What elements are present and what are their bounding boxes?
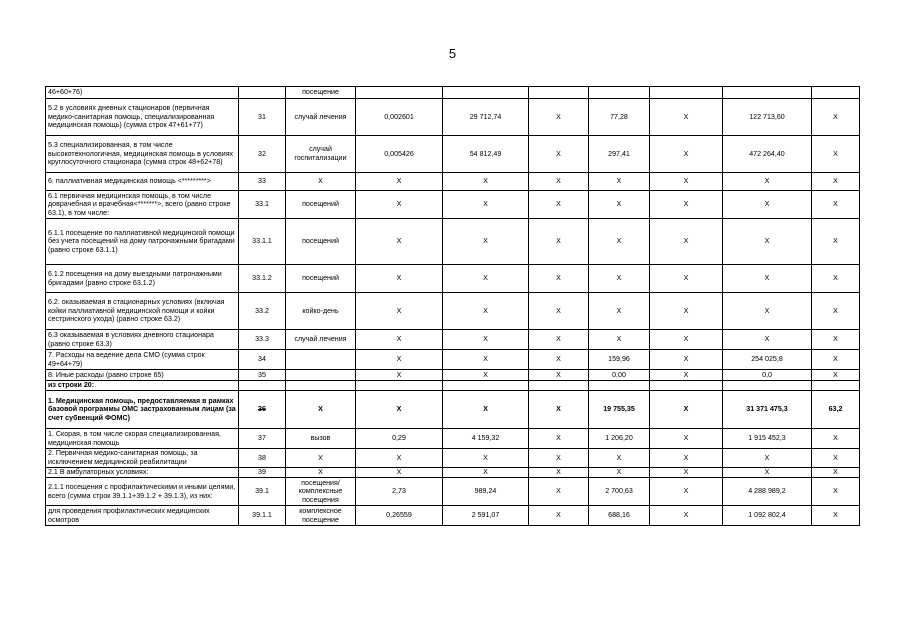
cell-name: 46+60+76) bbox=[46, 87, 239, 99]
cell-cost: 54 812,49 bbox=[443, 136, 529, 173]
cell-v1: X bbox=[589, 265, 650, 293]
cell-name: 1. Медицинская помощь, предоставляемая в рамках базовой программы ОМС застрахованным лицам (за счет субвенций ФОМС) bbox=[46, 391, 239, 429]
cell-norm: 2,73 bbox=[356, 478, 443, 506]
cell-name: 2.1.1 посещения с профилактическими и иными целями, всего (сумма строк 39.1.1+39.1.2 + 39.1.3), из них: bbox=[46, 478, 239, 506]
table-row bbox=[46, 468, 860, 478]
cell-v1: X bbox=[589, 219, 650, 265]
cell-name: из строки 20: bbox=[46, 381, 239, 391]
cell-v2: 254 025,8 bbox=[723, 350, 812, 370]
cell-x2 bbox=[650, 87, 723, 99]
cell-cost bbox=[443, 381, 529, 391]
table-row bbox=[46, 173, 860, 191]
cell-x1: X bbox=[529, 468, 589, 478]
cell-unit: случай лечения bbox=[286, 99, 356, 136]
cell-v2: 31 371 475,3 bbox=[723, 391, 812, 429]
cell-v1: 688,16 bbox=[589, 506, 650, 526]
cell-cost: X bbox=[443, 370, 529, 381]
cell-line bbox=[239, 381, 286, 391]
cell-v1: X bbox=[589, 330, 650, 350]
cell-x2: X bbox=[650, 429, 723, 449]
cell-cost: 29 712,74 bbox=[443, 99, 529, 136]
cell-v2: X bbox=[723, 265, 812, 293]
cell-cost: X bbox=[443, 350, 529, 370]
cell-unit: X bbox=[286, 391, 356, 429]
cell-norm: X bbox=[356, 449, 443, 468]
cell-x2: X bbox=[650, 478, 723, 506]
cell-name: 6.1 первичная медицинская помощь, в том числе доврачебная и врачебная<*******>, всего (равно строке 63.1), в том числе: bbox=[46, 191, 239, 219]
cell-cost: X bbox=[443, 173, 529, 191]
cell-unit bbox=[286, 381, 356, 391]
cell-v2: X bbox=[723, 293, 812, 330]
cell-line: 35 bbox=[239, 370, 286, 381]
cell-name: 6.1.2 посещения на дому выездными патронажными бригадами (равно строке 63.1.2) bbox=[46, 265, 239, 293]
cell-pct: X bbox=[812, 429, 860, 449]
cell-v1: 19 755,35 bbox=[589, 391, 650, 429]
cell-line: 38 bbox=[239, 449, 286, 468]
cell-unit: посещение bbox=[286, 87, 356, 99]
cell-unit: посещения/ комплексные посещения bbox=[286, 478, 356, 506]
page-number: 5 bbox=[448, 46, 457, 61]
cell-norm bbox=[356, 381, 443, 391]
table-row bbox=[46, 381, 860, 391]
cell-pct: X bbox=[812, 265, 860, 293]
cell-norm: 0,26559 bbox=[356, 506, 443, 526]
cell-line: 37 bbox=[239, 429, 286, 449]
cell-unit: случай лечения bbox=[286, 330, 356, 350]
cell-line: 33.1 bbox=[239, 191, 286, 219]
cell-line: 32 bbox=[239, 136, 286, 173]
cell-cost: X bbox=[443, 330, 529, 350]
cell-cost: X bbox=[443, 219, 529, 265]
cell-norm: X bbox=[356, 173, 443, 191]
cell-x2: X bbox=[650, 330, 723, 350]
cell-x2: X bbox=[650, 506, 723, 526]
table-row bbox=[46, 370, 860, 381]
cell-name: 6.3 оказываемая в условиях дневного стационара (равно строке 63.3) bbox=[46, 330, 239, 350]
cell-v2: 0,0 bbox=[723, 370, 812, 381]
cell-x2: X bbox=[650, 468, 723, 478]
cell-unit: X bbox=[286, 173, 356, 191]
cell-v1: 1 206,20 bbox=[589, 429, 650, 449]
cell-cost: 2 591,07 bbox=[443, 506, 529, 526]
cell-pct: X bbox=[812, 449, 860, 468]
cell-norm: X bbox=[356, 391, 443, 429]
cell-x2: X bbox=[650, 136, 723, 173]
cell-name: 5.3 специализированная, в том числе высокотехнологичная, медицинская помощь в условиях круглосуточного стационара (сумма строк 48+62+78) bbox=[46, 136, 239, 173]
table-row bbox=[46, 449, 860, 468]
cell-x2: X bbox=[650, 173, 723, 191]
cell-line bbox=[239, 87, 286, 99]
cell-x1: X bbox=[529, 429, 589, 449]
cell-v1: 297,41 bbox=[589, 136, 650, 173]
cell-unit: посещений bbox=[286, 191, 356, 219]
table-row bbox=[46, 293, 860, 330]
cell-unit: комплексное посещение bbox=[286, 506, 356, 526]
cell-x2: X bbox=[650, 391, 723, 429]
cell-v1: X bbox=[589, 293, 650, 330]
cell-cost: X bbox=[443, 191, 529, 219]
cell-x1: X bbox=[529, 391, 589, 429]
table-row bbox=[46, 219, 860, 265]
table-row bbox=[46, 429, 860, 449]
cell-x1: X bbox=[529, 449, 589, 468]
table-row bbox=[46, 330, 860, 350]
cell-v1: 159,96 bbox=[589, 350, 650, 370]
cell-norm: X bbox=[356, 265, 443, 293]
cell-x2: X bbox=[650, 265, 723, 293]
cell-v1: X bbox=[589, 191, 650, 219]
cell-unit: X bbox=[286, 468, 356, 478]
cell-line: 33.2 bbox=[239, 293, 286, 330]
cell-cost: 989,24 bbox=[443, 478, 529, 506]
cell-name: 7. Расходы на ведение дела СМО (сумма строк 49+64+79) bbox=[46, 350, 239, 370]
cell-line: 33.1.1 bbox=[239, 219, 286, 265]
cell-x1: X bbox=[529, 191, 589, 219]
cell-norm: 0,002601 bbox=[356, 99, 443, 136]
table-row bbox=[46, 391, 860, 429]
cell-v2: 472 264,40 bbox=[723, 136, 812, 173]
cell-v1: 2 700,63 bbox=[589, 478, 650, 506]
cell-cost: 4 159,32 bbox=[443, 429, 529, 449]
table-row bbox=[46, 136, 860, 173]
cell-cost: X bbox=[443, 449, 529, 468]
cell-pct: X bbox=[812, 293, 860, 330]
cell-norm: X bbox=[356, 293, 443, 330]
cell-v1: X bbox=[589, 173, 650, 191]
cell-line: 33.1.2 bbox=[239, 265, 286, 293]
cell-x1: X bbox=[529, 219, 589, 265]
cell-x1: X bbox=[529, 136, 589, 173]
table-row bbox=[46, 350, 860, 370]
cell-v2: 1 092 802,4 bbox=[723, 506, 812, 526]
cell-v2: 1 915 452,3 bbox=[723, 429, 812, 449]
cell-name: 6.2. оказываемая в стационарных условиях (включая койки паллиативной медицинской помощи и койки сестринского ухода) (равно строке 63.2) bbox=[46, 293, 239, 330]
cell-name: 6.1.1 посещение по паллиативной медицинской помощи без учета посещений на дому патронажными бригадами (равно строке 63.1.1) bbox=[46, 219, 239, 265]
cell-x2: X bbox=[650, 293, 723, 330]
cell-pct: X bbox=[812, 173, 860, 191]
cell-cost bbox=[443, 87, 529, 99]
cell-v2: X bbox=[723, 191, 812, 219]
cell-name: 2.1 В амбулаторных условиях: bbox=[46, 468, 239, 478]
cell-cost: X bbox=[443, 293, 529, 330]
cell-v2: X bbox=[723, 330, 812, 350]
cell-x2: X bbox=[650, 370, 723, 381]
cell-x1: X bbox=[529, 506, 589, 526]
cell-pct: X bbox=[812, 370, 860, 381]
cell-line: 34 bbox=[239, 350, 286, 370]
cell-norm: 0,29 bbox=[356, 429, 443, 449]
cell-pct: X bbox=[812, 468, 860, 478]
cell-x1 bbox=[529, 87, 589, 99]
cell-unit: посещений bbox=[286, 219, 356, 265]
cell-cost: X bbox=[443, 391, 529, 429]
cell-pct: X bbox=[812, 506, 860, 526]
cell-pct: X bbox=[812, 191, 860, 219]
table-body bbox=[46, 87, 860, 526]
cell-cost: X bbox=[443, 265, 529, 293]
cell-x1: X bbox=[529, 330, 589, 350]
cell-unit: X bbox=[286, 449, 356, 468]
cell-v1 bbox=[589, 87, 650, 99]
cell-pct: X bbox=[812, 478, 860, 506]
cell-line: 33.3 bbox=[239, 330, 286, 350]
cell-x2: X bbox=[650, 350, 723, 370]
cell-v2: X bbox=[723, 449, 812, 468]
cell-norm: X bbox=[356, 370, 443, 381]
cell-x1: X bbox=[529, 265, 589, 293]
cell-cost: X bbox=[443, 468, 529, 478]
cell-x1: X bbox=[529, 478, 589, 506]
cell-norm: 0,005426 bbox=[356, 136, 443, 173]
cell-v1: 77,28 bbox=[589, 99, 650, 136]
cell-v2: 122 713,60 bbox=[723, 99, 812, 136]
cell-norm: X bbox=[356, 468, 443, 478]
cell-line: 36 bbox=[239, 391, 286, 429]
cell-norm: X bbox=[356, 350, 443, 370]
cell-unit: вызов bbox=[286, 429, 356, 449]
cell-name: 5.2 в условиях дневных стационаров (первичная медико-санитарная помощь, специализированная медицинская помощь) (сумма строк 47+61+77) bbox=[46, 99, 239, 136]
cell-pct: X bbox=[812, 330, 860, 350]
cell-x1: X bbox=[529, 99, 589, 136]
cell-x2: X bbox=[650, 191, 723, 219]
cell-line: 31 bbox=[239, 99, 286, 136]
cell-unit bbox=[286, 370, 356, 381]
cell-x1: X bbox=[529, 370, 589, 381]
cell-v2: X bbox=[723, 219, 812, 265]
cell-x1: X bbox=[529, 293, 589, 330]
table-row bbox=[46, 478, 860, 506]
cell-v2: X bbox=[723, 468, 812, 478]
cell-unit: случай госпитализации bbox=[286, 136, 356, 173]
cell-name: 6. паллиативная медицинская помощь <*********> bbox=[46, 173, 239, 191]
cell-pct bbox=[812, 381, 860, 391]
cell-unit bbox=[286, 350, 356, 370]
cell-name: 1. Скорая, в том числе скорая специализированная, медицинская помощь bbox=[46, 429, 239, 449]
table-row bbox=[46, 265, 860, 293]
table-row bbox=[46, 191, 860, 219]
cell-pct: X bbox=[812, 350, 860, 370]
table-row bbox=[46, 506, 860, 526]
program-table bbox=[45, 86, 860, 526]
table-row bbox=[46, 99, 860, 136]
cell-x1 bbox=[529, 381, 589, 391]
cell-v1: X bbox=[589, 449, 650, 468]
cell-x2: X bbox=[650, 449, 723, 468]
cell-pct: X bbox=[812, 99, 860, 136]
cell-norm: X bbox=[356, 219, 443, 265]
cell-x1: X bbox=[529, 173, 589, 191]
cell-pct bbox=[812, 87, 860, 99]
cell-v2: 4 288 989,2 bbox=[723, 478, 812, 506]
cell-x1: X bbox=[529, 350, 589, 370]
cell-v1: 0,00 bbox=[589, 370, 650, 381]
cell-unit: посещений bbox=[286, 265, 356, 293]
cell-v2: X bbox=[723, 173, 812, 191]
cell-v1 bbox=[589, 381, 650, 391]
cell-line: 39.1.1 bbox=[239, 506, 286, 526]
cell-x2: X bbox=[650, 219, 723, 265]
cell-pct: X bbox=[812, 219, 860, 265]
cell-name: 2. Первичная медико-санитарная помощь, за исключением медицинской реабилитации bbox=[46, 449, 239, 468]
cell-x2 bbox=[650, 381, 723, 391]
cell-v1: X bbox=[589, 468, 650, 478]
cell-line: 39.1 bbox=[239, 478, 286, 506]
cell-norm bbox=[356, 87, 443, 99]
cell-unit: койко-день bbox=[286, 293, 356, 330]
cell-pct: 63,2 bbox=[812, 391, 860, 429]
table-row bbox=[46, 87, 860, 99]
cell-line: 39 bbox=[239, 468, 286, 478]
cell-v2 bbox=[723, 381, 812, 391]
cell-norm: X bbox=[356, 191, 443, 219]
cell-x2: X bbox=[650, 99, 723, 136]
cell-pct: X bbox=[812, 136, 860, 173]
cell-line: 33 bbox=[239, 173, 286, 191]
cell-norm: X bbox=[356, 330, 443, 350]
cell-name: для проведения профилактических медицинских осмотров bbox=[46, 506, 239, 526]
cell-v2 bbox=[723, 87, 812, 99]
cell-name: 8. Иные расходы (равно строке 65) bbox=[46, 370, 239, 381]
